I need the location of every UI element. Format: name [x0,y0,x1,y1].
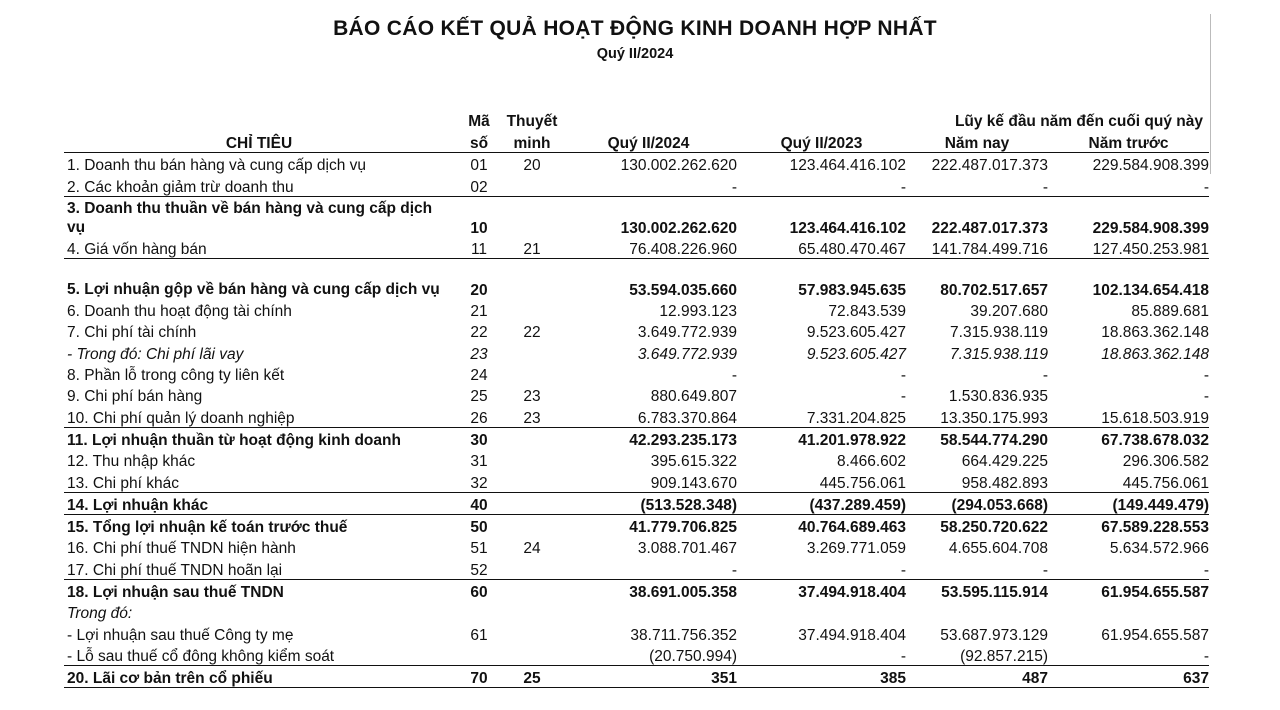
value-q2-2023: - [900,178,906,196]
value-q2-2023: 37.494.918.404 [798,626,906,644]
row-note: 24 [523,540,541,558]
table-row [64,427,1209,449]
row-note [504,514,560,536]
header-indicator: CHỈ TIÊU [225,135,293,152]
header-q2-2023: Quý II/2023 [780,135,863,152]
table-row [64,470,1209,492]
table-row [64,299,1209,320]
table-row [64,341,1209,362]
value-q2-2024: 3.088.701.467 [637,540,737,558]
value-ytd-current: 58.250.720.622 [906,514,1048,536]
value-ytd-previous: 67.589.228.553 [1048,514,1209,536]
header-q2-2024: Quý II/2024 [607,135,690,152]
row-label: 15. Tổng lợi nhuận kế toán trước thuế [64,514,454,536]
value-q2-2023: 9.523.605.427 [806,324,906,342]
value-ytd-current: - [1042,561,1048,579]
row-label: 11. Lợi nhuận thuần từ hoạt động kinh doanh [64,427,454,449]
row-code: 31 [470,453,488,471]
row-code: 52 [470,561,488,579]
row-note [504,258,560,299]
header-note-bottom: minh [513,135,551,152]
row-note: 22 [523,324,541,342]
table-row [64,237,1209,259]
row-label: 2. Các khoản giảm trừ doanh thu [67,178,294,196]
row-note [504,341,560,362]
row-label: 13. Chi phí khác [67,474,180,492]
row-code: 11 [470,240,488,258]
value-ytd-previous: 15.618.503.919 [1101,409,1209,427]
value-q2-2024: 41.779.706.825 [560,514,737,536]
row-note [504,427,560,449]
row-label: 1. Doanh thu bán hàng và cung cấp dịch vụ [67,157,367,175]
header-code-top: Mã [468,113,490,130]
row-note: 23 [523,388,541,406]
table-row [64,579,1209,601]
value-q2-2023: 123.464.416.102 [737,196,906,237]
value-q2-2024: 880.649.807 [650,388,737,406]
value-q2-2024: 3.649.772.939 [637,324,737,342]
row-code: 40 [454,492,504,514]
row-label: 14. Lợi nhuận khác [64,492,454,514]
value-ytd-current: 664.429.225 [961,453,1048,471]
value-ytd-previous: 61.954.655.587 [1048,579,1209,601]
table-row [64,492,1209,514]
value-ytd-current: 39.207.680 [970,303,1048,321]
value-q2-2024: (20.750.994) [649,647,737,665]
value-q2-2024: 3.649.772.939 [637,345,737,363]
row-note: 25 [504,665,560,687]
value-q2-2023: (437.289.459) [737,492,906,514]
row-note [504,622,560,643]
report-title: BÁO CÁO KẾT QUẢ HOẠT ĐỘNG KINH DOANH HỢP NHẤT [333,17,937,40]
value-ytd-current: 222.487.017.373 [931,157,1048,175]
row-code [454,601,504,622]
row-label: 6. Doanh thu hoạt động tài chính [67,303,292,321]
row-note [504,601,560,622]
value-ytd-current: 487 [906,665,1048,687]
value-ytd-previous: 229.584.908.399 [1092,157,1209,175]
row-code: 60 [454,579,504,601]
row-code: 23 [470,345,488,363]
value-ytd-previous: 445.756.061 [1122,474,1209,492]
value-ytd-previous: 5.634.572.966 [1109,540,1209,558]
header-row-top [64,108,1209,130]
value-ytd-previous: (149.449.479) [1048,492,1209,514]
table-row [64,174,1209,196]
table-row [64,363,1209,384]
value-q2-2023: 57.983.945.635 [737,258,906,299]
value-ytd-current: 7.315.938.119 [950,324,1048,342]
row-label: 9. Chi phí bán hàng [67,388,203,406]
row-note [504,196,560,237]
row-note [504,363,560,384]
value-q2-2023: 65.480.470.467 [798,240,906,258]
value-q2-2023: 7.331.204.825 [806,409,906,427]
value-q2-2024: 909.143.670 [650,474,737,492]
header-previous-year: Năm trước [1088,135,1169,152]
row-code: 20 [454,258,504,299]
value-ytd-previous: - [1203,561,1209,579]
row-note: 21 [523,240,541,258]
income-statement-table [64,108,1209,688]
header-row-bottom [64,130,1209,153]
table-row [64,405,1209,427]
value-q2-2024: 6.783.370.864 [637,409,737,427]
row-label: 20. Lãi cơ bản trên cổ phiếu [64,665,454,687]
page-edge-rule [1210,14,1211,174]
value-ytd-current: 141.784.499.716 [931,240,1048,258]
header-ytd: Lũy kế đầu năm đến cuối quý này [954,113,1203,130]
value-ytd-current: 4.655.604.708 [948,540,1048,558]
value-ytd-current: (294.053.668) [906,492,1048,514]
row-note [504,299,560,320]
value-q2-2024: 76.408.226.960 [629,240,737,258]
value-q2-2023: - [900,388,906,406]
value-q2-2023: 37.494.918.404 [737,579,906,601]
value-ytd-previous: 637 [1048,665,1209,687]
row-label: 5. Lợi nhuận gộp về bán hàng và cung cấp dịch vụ [64,258,454,299]
report-period: Quý II/2024 [596,46,674,62]
row-note: 23 [523,409,541,427]
table-row [64,320,1209,341]
header-code-bottom: số [469,135,489,152]
table-row [64,514,1209,536]
table-row [64,644,1209,666]
value-ytd-current [906,601,1048,622]
row-label: 16. Chi phí thuế TNDN hiện hành [67,540,296,558]
value-ytd-current: - [1042,367,1048,385]
row-note [504,557,560,579]
value-q2-2023 [737,601,906,622]
row-code: 26 [470,409,488,427]
value-q2-2024: 351 [560,665,737,687]
table-row [64,601,1209,622]
value-q2-2023: 41.201.978.922 [737,427,906,449]
value-q2-2024: 130.002.262.620 [620,157,737,175]
row-code: 24 [470,367,488,385]
row-code [454,644,504,666]
value-ytd-current: 58.544.774.290 [906,427,1048,449]
row-note [504,579,560,601]
table-row [64,153,1209,175]
row-code: 02 [470,178,488,196]
value-ytd-current: (92.857.215) [960,647,1048,665]
table-row [64,622,1209,643]
row-label: 17. Chi phí thuế TNDN hoãn lại [67,561,283,579]
value-q2-2023: 385 [737,665,906,687]
value-q2-2023: 3.269.771.059 [806,540,906,558]
value-ytd-current: - [1042,178,1048,196]
row-code: 51 [470,540,488,558]
row-label: - Lỗ sau thuế cổ đông không kiểm soát [67,647,335,665]
value-ytd-previous: 229.584.908.399 [1048,196,1209,237]
value-q2-2024: 130.002.262.620 [560,196,737,237]
value-ytd-previous: - [1203,178,1209,196]
value-q2-2024: 395.615.322 [650,453,737,471]
value-ytd-previous: 18.863.362.148 [1101,324,1209,342]
table-row [64,258,1209,299]
value-ytd-current: 13.350.175.993 [940,409,1048,427]
value-q2-2023: 9.523.605.427 [806,345,906,363]
row-label: - Lợi nhuận sau thuế Công ty mẹ [67,626,294,644]
value-ytd-previous: 67.738.678.032 [1048,427,1209,449]
row-note [504,644,560,666]
row-note [504,470,560,492]
value-ytd-current: 80.702.517.657 [906,258,1048,299]
value-q2-2024: (513.528.348) [560,492,737,514]
table-row [64,384,1209,405]
row-code: 22 [470,324,488,342]
table-row [64,557,1209,579]
header-blank [64,108,454,130]
row-code: 50 [454,514,504,536]
value-ytd-previous [1048,601,1209,622]
value-q2-2023: 40.764.689.463 [737,514,906,536]
value-ytd-previous: - [1203,388,1209,406]
row-code: 21 [470,303,488,321]
value-q2-2024: 42.293.235.173 [560,427,737,449]
value-q2-2024: 12.993.123 [659,303,737,321]
value-ytd-current: 1.530.836.935 [948,388,1048,406]
value-q2-2024: 38.711.756.352 [630,626,737,644]
row-label: 12. Thu nhập khác [67,453,196,471]
value-q2-2024: 53.594.035.660 [560,258,737,299]
value-q2-2024 [560,601,737,622]
header-note-top: Thuyết [506,113,558,130]
row-code: 32 [470,474,488,492]
value-ytd-previous: 296.306.582 [1122,453,1209,471]
row-code: 70 [454,665,504,687]
value-ytd-previous: 61.954.655.587 [1101,626,1209,644]
value-ytd-previous: 18.863.362.148 [1101,345,1209,363]
value-ytd-current: 53.595.115.914 [906,579,1048,601]
row-code: 25 [470,388,488,406]
value-ytd-previous: 102.134.654.418 [1048,258,1209,299]
row-note: 20 [523,157,541,175]
row-code: 61 [470,626,488,644]
row-note [504,174,560,196]
row-note [504,449,560,470]
row-label: - Trong đó: Chi phí lãi vay [67,345,244,363]
row-code: 10 [454,196,504,237]
value-q2-2023: - [900,647,906,665]
row-note [504,492,560,514]
value-q2-2024: - [731,561,737,579]
table-row [64,536,1209,557]
value-q2-2023: - [900,367,906,385]
table-row [64,449,1209,470]
value-ytd-previous: - [1203,367,1209,385]
value-ytd-previous: 85.889.681 [1131,303,1209,321]
value-ytd-current: 53.687.973.129 [940,626,1048,644]
value-ytd-current: 222.487.017.373 [906,196,1048,237]
value-ytd-current: 7.315.938.119 [950,345,1048,363]
row-code: 30 [454,427,504,449]
row-label: 18. Lợi nhuận sau thuế TNDN [64,579,454,601]
value-q2-2024: - [731,178,737,196]
row-label: 4. Giá vốn hàng bán [67,240,207,258]
value-ytd-previous: 127.450.253.981 [1092,240,1209,258]
value-ytd-current: 958.482.893 [961,474,1048,492]
table-row [64,196,1209,237]
row-label: 10. Chi phí quản lý doanh nghiệp [67,409,295,427]
value-ytd-previous: - [1203,647,1209,665]
row-label: Trong đó: [67,605,133,623]
value-q2-2023: - [900,561,906,579]
row-label: 8. Phần lỗ trong công ty liên kết [67,367,285,385]
row-label: 3. Doanh thu thuần về bán hàng và cung cấp dịch vụ [64,196,454,237]
table-row [64,665,1209,687]
row-label: 7. Chi phí tài chính [67,324,197,342]
value-q2-2024: - [731,367,737,385]
value-q2-2023: 8.466.602 [837,453,906,471]
value-q2-2023: 123.464.416.102 [789,157,906,175]
value-q2-2023: 72.843.539 [828,303,906,321]
header-current-year: Năm nay [944,135,1010,152]
row-code: 01 [470,157,488,175]
value-q2-2023: 445.756.061 [819,474,906,492]
value-q2-2024: 38.691.005.358 [560,579,737,601]
